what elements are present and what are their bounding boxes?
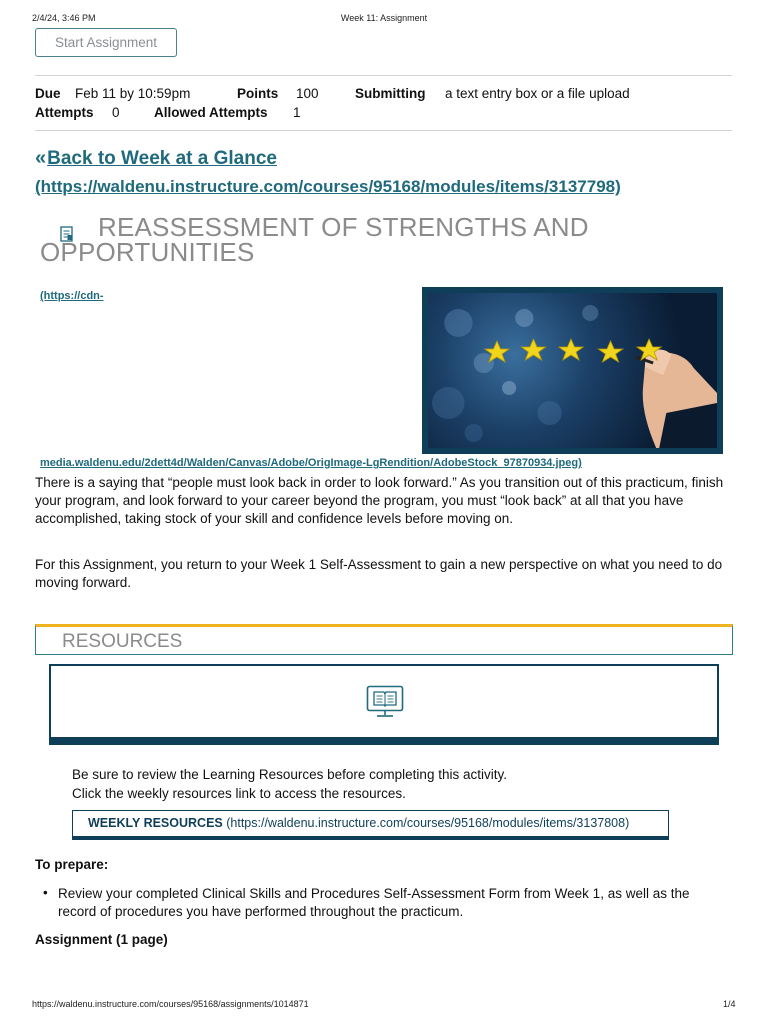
points-label: Points: [237, 86, 279, 101]
back-to-week-link[interactable]: [35, 147, 277, 170]
divider: [35, 130, 732, 131]
assignment-details-row-1: [35, 86, 732, 104]
print-title: Week 11: Assignment: [340, 13, 428, 23]
resources-header: [35, 624, 733, 655]
attempts-value: 0: [112, 105, 120, 120]
page-title-line-1: REASSESSMENT OF STRENGTHS AND: [98, 212, 589, 242]
purpose-paragraph: For this Assignment, you return to your Week 1 Self-Assessment to gain a new perspective on what you need to do moving forward.: [35, 557, 723, 590]
photo: [428, 293, 717, 448]
resources-note-2: Click the weekly resources link to access the resources.: [72, 786, 406, 801]
submitting-label: Submitting: [355, 86, 426, 101]
due-label: Due: [35, 86, 61, 101]
print-footer-url: https://waldenu.instructure.com/courses/95168/assignments/1014871: [32, 999, 309, 1009]
back-link-label: Back to Week at a Glance: [47, 148, 277, 169]
rating-stars-image[interactable]: [422, 287, 723, 454]
five-stars-illustration: [428, 293, 717, 448]
weekly-resources-button[interactable]: [72, 810, 669, 840]
page-title-line-2: OPPORTUNITIES: [40, 237, 255, 267]
prepare-heading: To prepare:: [35, 857, 109, 872]
print-page-number: 1/4: [723, 999, 736, 1009]
assignment-details-row-2: [35, 105, 732, 123]
image-link-part-2[interactable]: media.waldenu.edu/2dett4d/Walden/Canvas/Adobe/OrigImage-LgRendition/AdobeStock_97870934.jpeg): [40, 457, 582, 469]
points-value: 100: [296, 86, 319, 101]
divider: [35, 75, 732, 76]
image-link-part-1[interactable]: (https://cdn-: [40, 290, 104, 302]
monitor-book-icon: [366, 685, 404, 719]
assignment-heading: Assignment (1 page): [35, 932, 168, 947]
weekly-resources-url: (https://waldenu.instructure.com/courses/95168/modules/items/3137808): [226, 816, 630, 830]
resources-note-1: Be sure to review the Learning Resources before completing this activity.: [72, 767, 507, 782]
allowed-attempts-value: 1: [293, 105, 301, 120]
start-assignment-button[interactable]: Start Assignment: [35, 28, 177, 57]
attempts-label: Attempts: [35, 105, 94, 120]
resources-panel: [49, 664, 719, 745]
submitting-value: a text entry box or a file upload: [445, 86, 630, 101]
print-datetime: 2/4/24, 3:46 PM: [32, 13, 96, 23]
resources-title: RESOURCES: [62, 631, 183, 652]
page-title: [40, 212, 730, 267]
due-value: Feb 11 by 10:59pm: [75, 86, 191, 101]
weekly-resources-label: WEEKLY RESOURCES: [88, 816, 223, 830]
print-header: [0, 13, 768, 25]
bullet-marker: •: [43, 885, 48, 900]
intro-paragraph: There is a saying that “people must look back in order to look forward.” As you transition out of this practicum, finish your program, and look forward to your career beyond the program, you must “look back” at all that you have accomplished, taking stock of your skill and confidence levels before moving on.: [35, 475, 724, 526]
allowed-attempts-label: Allowed Attempts: [154, 105, 268, 120]
prepare-item: Review your completed Clinical Skills and Procedures Self-Assessment Form from Week 1, as well as the record of procedures you have performed throughout the practicum.: [58, 886, 690, 919]
double-chevron-left-icon: «: [35, 147, 47, 169]
back-link-url[interactable]: (https://waldenu.instructure.com/courses/95168/modules/items/3137798): [35, 177, 621, 196]
